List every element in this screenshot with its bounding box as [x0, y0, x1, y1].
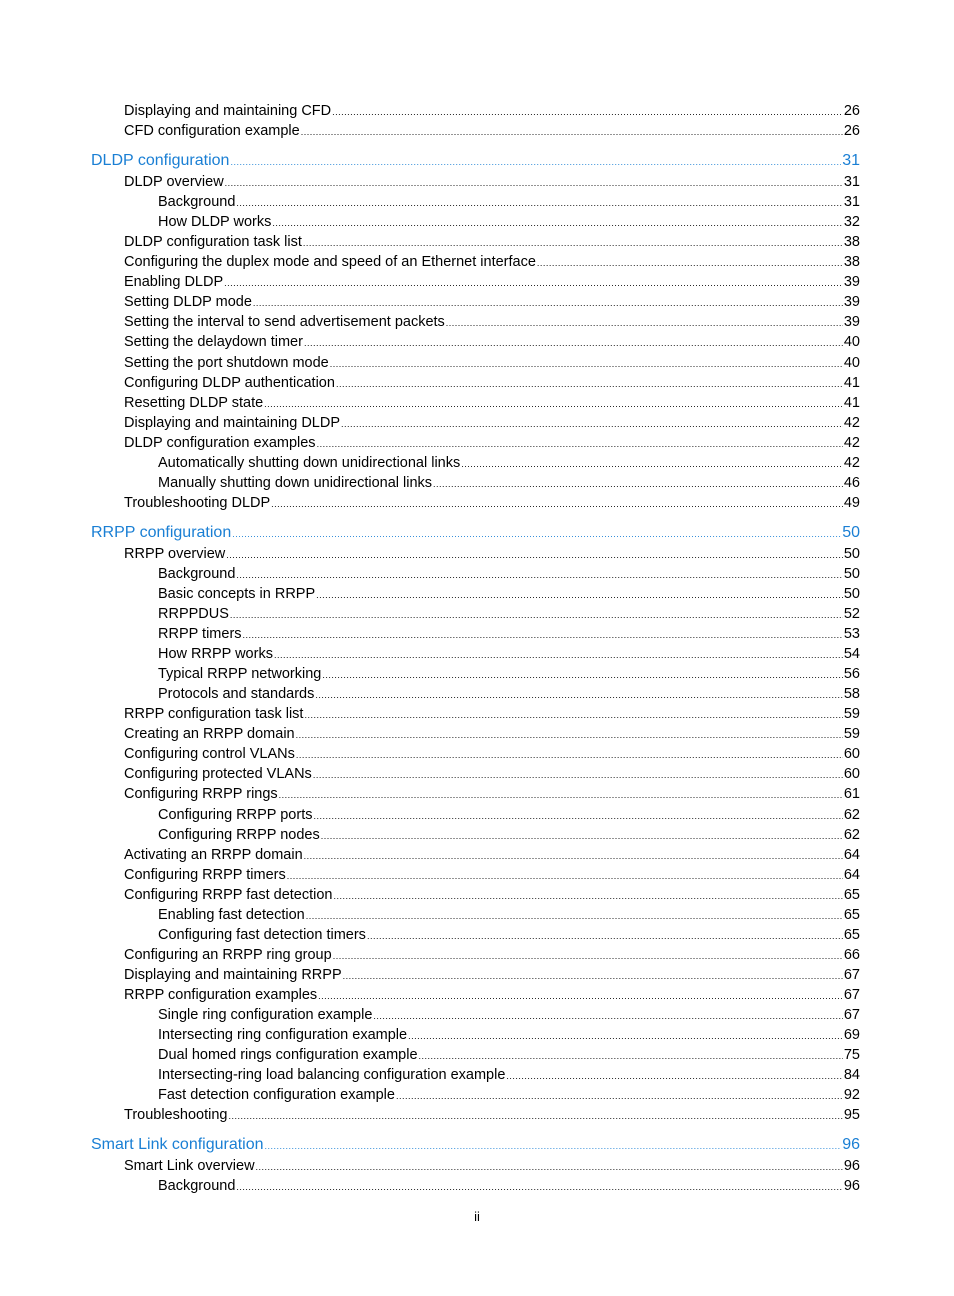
toc-entry-title: DLDP configuration — [91, 152, 230, 170]
toc-dot-leader — [316, 584, 843, 605]
toc-entry-page: 62 — [843, 826, 860, 843]
toc-entry-title: RRPPDUS — [158, 606, 229, 622]
toc-dot-leader — [256, 1156, 843, 1177]
toc-dot-leader — [236, 564, 842, 585]
toc-entry-page: 62 — [843, 806, 860, 823]
toc-entry-title: Configuring protected VLANs — [124, 766, 312, 783]
toc-entry-title: DLDP overview — [124, 174, 224, 191]
toc-entry-page: 26 — [843, 103, 860, 119]
toc-entry-page: 96 — [843, 1178, 860, 1195]
toc-dot-leader — [315, 684, 842, 705]
toc-entry-title: RRPP overview — [124, 545, 226, 562]
toc-entry[interactable] — [158, 564, 860, 584]
toc-dot-leader — [279, 784, 843, 805]
toc-entry[interactable] — [124, 865, 860, 885]
toc-entry[interactable] — [158, 604, 860, 624]
toc-entry[interactable] — [158, 825, 860, 845]
toc-dot-leader — [341, 413, 843, 434]
toc-dot-leader — [296, 724, 843, 745]
toc-entry-page: 39 — [843, 294, 860, 311]
toc-entry[interactable] — [158, 644, 860, 664]
toc-entry-page: 41 — [843, 374, 860, 391]
toc-entry[interactable] — [158, 584, 860, 604]
toc-entry[interactable] — [158, 805, 860, 825]
toc-entry-title: Background — [158, 1178, 236, 1195]
toc-entry-page: 40 — [843, 334, 860, 351]
toc-dot-leader — [313, 764, 843, 785]
toc-dot-leader — [271, 493, 843, 514]
toc-dot-leader — [304, 332, 843, 353]
toc-entry-page: 38 — [843, 254, 860, 271]
toc-dot-leader — [332, 101, 843, 122]
toc-dot-leader — [265, 1135, 842, 1156]
toc-entry-page: 42 — [843, 414, 860, 431]
toc-dot-leader — [306, 905, 843, 926]
toc-entry-title: Troubleshooting — [124, 1107, 228, 1124]
toc-entry[interactable] — [158, 1176, 860, 1196]
toc-entry[interactable] — [158, 1065, 860, 1085]
toc-dot-leader — [264, 393, 843, 414]
toc-entry-page: 39 — [843, 274, 860, 291]
toc-entry[interactable] — [158, 192, 860, 212]
toc-entry-title: Configuring RRPP ports — [158, 806, 313, 823]
toc-entry-page: 67 — [843, 986, 860, 1003]
toc-entry-page: 59 — [843, 726, 860, 743]
toc-entry-title: Configuring RRPP rings — [124, 786, 278, 803]
toc-dot-leader — [334, 885, 843, 906]
toc-entry-page: 84 — [843, 1067, 860, 1084]
toc-entry[interactable] — [158, 925, 860, 945]
toc-entry-title: Setting DLDP mode — [124, 294, 252, 311]
toc-entry-page: 40 — [843, 354, 860, 371]
toc-dot-leader — [287, 865, 843, 886]
toc-entry-title: Smart Link overview — [124, 1158, 255, 1175]
toc-entry[interactable] — [124, 1156, 860, 1176]
toc-entry-title: Resetting DLDP state — [124, 394, 264, 411]
toc-entry-page: 38 — [843, 234, 860, 251]
toc-entry-title: Dual homed rings configuration example — [158, 1047, 418, 1064]
toc-entry-page: 31 — [842, 152, 860, 170]
toc-entry-title: Activating an RRPP domain — [124, 846, 303, 863]
toc-chapter-entry[interactable] — [91, 523, 860, 543]
toc-entry-title: Troubleshooting DLDP — [124, 494, 271, 511]
toc-dot-leader — [274, 644, 843, 665]
toc-dot-leader — [230, 604, 843, 625]
toc-entry-page: 69 — [843, 1027, 860, 1044]
toc-entry[interactable] — [158, 684, 860, 704]
toc-entry-page: 75 — [843, 1047, 860, 1064]
toc-dot-leader — [537, 252, 843, 273]
toc-entry-title: Smart Link configuration — [91, 1136, 264, 1154]
toc-dot-leader — [408, 1025, 843, 1046]
toc-dot-leader — [296, 744, 843, 765]
toc-entry-title: Typical RRPP networking — [158, 666, 322, 683]
toc-entry-title: RRPP configuration examples — [124, 986, 318, 1003]
toc-dot-leader — [373, 1005, 842, 1026]
toc-entry-title: Intersecting ring configuration example — [158, 1027, 408, 1044]
toc-entry-page: 54 — [843, 646, 860, 663]
toc-entry-title: Setting the interval to send advertisement packets — [124, 314, 445, 331]
toc-entry-page: 31 — [843, 194, 860, 211]
toc-entry[interactable] — [158, 1025, 860, 1045]
toc-dot-leader — [304, 704, 842, 725]
toc-dot-leader — [313, 805, 842, 826]
toc-dot-leader — [367, 925, 843, 946]
toc-entry[interactable] — [124, 724, 860, 744]
toc-dot-leader — [236, 1176, 842, 1197]
toc-entry[interactable] — [124, 945, 860, 965]
toc-entry-page: 65 — [843, 926, 860, 943]
toc-entry-page: 65 — [843, 906, 860, 923]
toc-entry[interactable] — [124, 744, 860, 764]
toc-dot-leader — [322, 664, 843, 685]
toc-entry-title: Enabling fast detection — [158, 906, 305, 923]
toc-entry[interactable] — [124, 172, 860, 192]
toc-entry-title: Configuring the duplex mode and speed of an Ethernet interface — [124, 254, 536, 271]
toc-entry-page: 42 — [843, 454, 860, 471]
toc-dot-leader — [301, 121, 843, 142]
toc-dot-leader — [506, 1065, 842, 1086]
toc-entry-page: 61 — [843, 786, 860, 803]
toc-entry-page: 60 — [843, 746, 860, 763]
toc-entry[interactable] — [124, 232, 860, 252]
toc-dot-leader — [228, 1105, 842, 1126]
toc-entry-page: 96 — [843, 1158, 860, 1175]
toc-entry-title: Protocols and standards — [158, 686, 315, 703]
toc-entry-page: 56 — [843, 666, 860, 683]
toc-entry-page: 64 — [843, 866, 860, 883]
toc-entry[interactable] — [124, 121, 860, 141]
toc-entry-title: Setting the delaydown timer — [124, 334, 303, 351]
toc-entry[interactable] — [124, 544, 860, 564]
toc-dot-leader — [304, 845, 843, 866]
toc-entry[interactable] — [124, 493, 860, 513]
toc-entry[interactable] — [124, 312, 860, 332]
toc-entry[interactable] — [124, 764, 860, 784]
toc-entry-title: Fast detection configuration example — [158, 1087, 395, 1104]
toc-chapter-entry[interactable] — [91, 1135, 860, 1155]
toc-entry-title: Setting the port shutdown mode — [124, 354, 329, 371]
toc-entry-page: 67 — [843, 966, 860, 983]
toc-entry[interactable] — [124, 784, 860, 804]
toc-entry-title: Configuring RRPP nodes — [158, 826, 320, 843]
toc-entry-page: 53 — [843, 626, 860, 643]
toc-chapter-entry[interactable] — [91, 151, 860, 171]
toc-entry-page: 52 — [843, 606, 860, 622]
toc-entry-page: 60 — [843, 766, 860, 783]
toc-dot-leader — [303, 232, 843, 253]
toc-entry-page: 95 — [843, 1107, 860, 1124]
page-number: ii — [474, 1209, 480, 1224]
toc-entry-title: Configuring RRPP fast detection — [124, 886, 333, 903]
toc-entry[interactable] — [158, 1045, 860, 1065]
toc-dot-leader — [446, 312, 843, 333]
toc-dot-leader — [243, 624, 843, 645]
toc-entry-page: 59 — [843, 706, 860, 723]
toc-entry-page: 92 — [843, 1087, 860, 1104]
toc-entry-title: Configuring fast detection timers — [158, 926, 366, 943]
toc-entry-title: Configuring DLDP authentication — [124, 374, 335, 391]
toc-entry[interactable] — [124, 292, 860, 312]
toc-entry-title: DLDP configuration examples — [124, 434, 316, 451]
toc-entry[interactable] — [158, 1085, 860, 1105]
toc-dot-leader — [333, 945, 843, 966]
toc-entry[interactable] — [158, 664, 860, 684]
toc-entry-title: Displaying and maintaining CFD — [124, 103, 332, 119]
toc-entry[interactable] — [124, 373, 860, 393]
toc-entry-title: Configuring RRPP timers — [124, 866, 286, 883]
toc-dot-leader — [253, 292, 843, 313]
toc-entry-title: Displaying and maintaining DLDP — [124, 414, 341, 431]
toc-dot-leader — [224, 272, 843, 293]
toc-entry-title: Configuring control VLANs — [124, 746, 295, 763]
toc-entry[interactable] — [124, 413, 860, 433]
toc-entry[interactable] — [124, 332, 860, 352]
toc-dot-leader — [461, 453, 843, 474]
toc-entry[interactable] — [124, 704, 860, 724]
toc-entry-page: 42 — [843, 434, 860, 451]
toc-entry[interactable] — [124, 885, 860, 905]
toc-entry-page: 67 — [843, 1007, 860, 1023]
toc-entry-page: 31 — [843, 174, 860, 191]
toc-entry-page: 50 — [842, 523, 860, 541]
toc-entry[interactable] — [158, 624, 860, 644]
toc-entry-title: RRPP configuration — [91, 523, 232, 541]
toc-entry-title: CFD configuration example — [124, 123, 300, 140]
toc-entry-page: 46 — [843, 474, 860, 491]
toc-entry-page: 66 — [843, 946, 860, 963]
toc-entry-title: RRPP configuration task list — [124, 706, 304, 723]
toc-entry-title: Basic concepts in RRPP — [158, 585, 316, 602]
toc-dot-leader — [419, 1045, 843, 1066]
toc-dot-leader — [433, 473, 843, 494]
toc-entry-page: 50 — [843, 565, 860, 582]
toc-entry-page: 26 — [843, 123, 860, 140]
toc-entry[interactable] — [124, 353, 860, 373]
toc-entry[interactable] — [124, 985, 860, 1005]
toc-entry-page: 41 — [843, 394, 860, 411]
toc-entry-page: 32 — [843, 214, 860, 231]
toc-entry-title: Intersecting-ring load balancing configuration example — [158, 1067, 506, 1084]
toc-entry[interactable] — [124, 845, 860, 865]
toc-entry-page: 96 — [842, 1136, 860, 1154]
toc-entry-page: 65 — [843, 886, 860, 903]
toc-entry-title: Single ring configuration example — [158, 1007, 373, 1023]
toc-entry-title: Creating an RRPP domain — [124, 726, 295, 743]
toc-entry-title: Enabling DLDP — [124, 274, 224, 291]
toc-entry[interactable] — [158, 473, 860, 493]
toc-entry[interactable] — [158, 453, 860, 473]
toc-dot-leader — [317, 433, 843, 454]
toc-dot-leader — [272, 212, 843, 233]
toc-entry[interactable] — [124, 1105, 860, 1125]
toc-entry-title: Displaying and maintaining RRPP — [124, 966, 342, 983]
toc-entry-page: 50 — [843, 545, 860, 562]
toc-dot-leader — [330, 353, 843, 374]
toc-entry-title: Background — [158, 194, 236, 211]
toc-dot-leader — [226, 544, 843, 565]
toc-entry[interactable] — [124, 393, 860, 413]
toc-dot-leader — [318, 985, 843, 1006]
toc-entry-title: Background — [158, 565, 236, 582]
toc-entry-page: 49 — [843, 494, 860, 511]
toc-dot-leader — [230, 151, 841, 172]
toc-entry-page: 50 — [843, 585, 860, 602]
toc-dot-leader — [232, 523, 841, 544]
toc-entry-title: DLDP configuration task list — [124, 234, 302, 251]
toc-entry[interactable] — [124, 965, 860, 985]
toc-entry[interactable] — [158, 905, 860, 925]
toc-entry-title: Automatically shutting down unidirectional links — [158, 454, 461, 471]
toc-dot-leader — [321, 825, 843, 846]
toc-entry-page: 39 — [843, 314, 860, 331]
toc-dot-leader — [396, 1085, 843, 1106]
toc-entry[interactable] — [124, 272, 860, 292]
toc-entry[interactable] — [124, 433, 860, 453]
toc-dot-leader — [336, 373, 843, 394]
toc-entry-title: Manually shutting down unidirectional links — [158, 474, 433, 491]
toc-entry[interactable] — [158, 212, 860, 232]
toc-dot-leader — [343, 965, 843, 986]
toc-entry-title: Configuring an RRPP ring group — [124, 946, 332, 963]
toc-entry-page: 58 — [843, 686, 860, 703]
toc-entry-title: RRPP timers — [158, 626, 242, 643]
toc-entry-title: How RRPP works — [158, 646, 273, 663]
toc-entry-page: 64 — [843, 846, 860, 863]
toc-entry[interactable] — [124, 252, 860, 272]
toc-dot-leader — [225, 172, 843, 193]
toc-entry[interactable] — [158, 1005, 860, 1025]
toc-entry-title: How DLDP works — [158, 214, 272, 231]
toc-dot-leader — [236, 192, 842, 213]
toc-entry[interactable] — [124, 101, 860, 121]
